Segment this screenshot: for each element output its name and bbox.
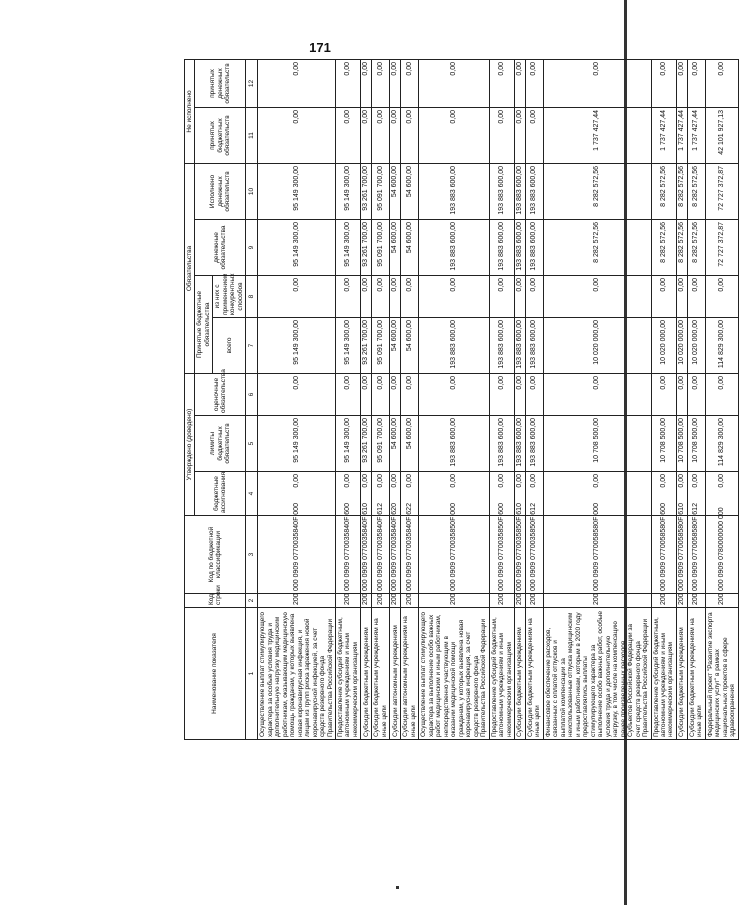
cell-name: Субсидии бюджетным учреждениям на иные цели — [526, 608, 544, 740]
cell-total: 193 883 600,00 — [489, 318, 514, 374]
cell-row-code: 200 — [543, 594, 651, 608]
cell-obligation-limits: 193 883 600,00 — [419, 416, 489, 472]
cell-obligation-limits: 193 883 600,00 — [514, 416, 525, 472]
cell-unexec-budget: 1 737 427,44 — [676, 107, 687, 163]
cell-budget-code: 000 0909 0770058580F 000 — [543, 516, 651, 594]
header-approved: Утверждено (доведено) — [185, 374, 195, 516]
cell-unexec-monetary: 0,00 — [401, 59, 419, 107]
cell-obligation-limits: 10 708 500,00 — [687, 416, 705, 472]
cell-unexec-monetary: 0,00 — [361, 59, 372, 107]
cell-budget-allocations: 0,00 — [335, 472, 360, 516]
cell-competitive: 0,00 — [372, 276, 390, 318]
header-name: Наименование показателя — [185, 608, 246, 740]
cell-unexec-budget: 1 737 427,44 — [543, 107, 651, 163]
cell-estimated-obligations: 0,00 — [372, 374, 390, 416]
cell-budget-allocations: 0,00 — [390, 472, 401, 516]
cell-budget-allocations: 0,00 — [489, 472, 514, 516]
table-row — [687, 59, 705, 739]
cell-competitive: 0,00 — [258, 276, 336, 318]
cell-budget-allocations: 0,00 — [687, 472, 705, 516]
header-accepted-budget-obligations: Принятые бюджетные обязательства — [195, 276, 213, 374]
cell-name: Субсидии бюджетным учреждениям — [676, 608, 687, 740]
cell-estimated-obligations: 0,00 — [401, 374, 419, 416]
cell-competitive: 0,00 — [419, 276, 489, 318]
cell-monetary-obligations: 193 883 600,00 — [526, 220, 544, 276]
cell-budget-code: 000 0909 0770035840F 610 — [361, 516, 372, 594]
cell-executed-monetary: 8 282 572,56 — [687, 163, 705, 219]
cell-budget-code: 000 0909 0770035840F 600 — [335, 516, 360, 594]
cell-executed-monetary: 54 600,00 — [401, 163, 419, 219]
cell-unexec-budget: 0,00 — [390, 107, 401, 163]
cell-row-code: 200 — [526, 594, 544, 608]
cell-row-code: 200 — [372, 594, 390, 608]
cell-total: 10 020 000,00 — [687, 318, 705, 374]
cell-unexec-budget: 0,00 — [419, 107, 489, 163]
cell-row-code: 200 — [335, 594, 360, 608]
cell-unexec-budget: 0,00 — [489, 107, 514, 163]
column-index-cell: 1 — [246, 608, 258, 740]
cell-obligation-limits: 114 829 300,00 — [705, 416, 738, 472]
cell-unexec-budget: 0,00 — [526, 107, 544, 163]
cell-unexec-monetary: 0,00 — [526, 59, 544, 107]
cell-row-code: 200 — [258, 594, 336, 608]
cell-row-code: 200 — [687, 594, 705, 608]
column-index-row — [246, 59, 258, 739]
cell-executed-monetary: 95 149 300,00 — [335, 163, 360, 219]
cell-unexec-monetary: 0,00 — [390, 59, 401, 107]
cell-executed-monetary: 8 282 572,56 — [676, 163, 687, 219]
cell-unexec-budget: 1 737 427,44 — [651, 107, 676, 163]
cell-estimated-obligations: 0,00 — [514, 374, 525, 416]
header-budget-code: Код по бюджетной классификации — [185, 516, 246, 594]
cell-monetary-obligations: 8 282 572,56 — [676, 220, 687, 276]
cell-budget-allocations: 0,00 — [361, 472, 372, 516]
header-unexec-budget: принятых бюджетных обязательств — [195, 107, 246, 163]
header-row-code: Код строки — [185, 594, 246, 608]
cell-total: 93 261 700,00 — [361, 318, 372, 374]
cell-estimated-obligations: 0,00 — [687, 374, 705, 416]
cell-budget-allocations: 0,00 — [705, 472, 738, 516]
cell-obligation-limits: 95 149 300,00 — [258, 416, 336, 472]
cell-total: 10 020 000,00 — [543, 318, 651, 374]
cell-obligation-limits: 93 261 700,00 — [361, 416, 372, 472]
cell-name: Федеральный проект "Развитие экспорта медицинских услуг" в рамках национальных проектов в сфере здравоохранения — [705, 608, 738, 740]
cell-unexec-budget: 0,00 — [372, 107, 390, 163]
header-monetary-obligations: денежные обязательства — [195, 220, 246, 276]
cell-executed-monetary: 54 600,00 — [390, 163, 401, 219]
cell-obligation-limits: 193 883 600,00 — [489, 416, 514, 472]
cell-monetary-obligations: 193 883 600,00 — [489, 220, 514, 276]
cell-budget-allocations: 0,00 — [401, 472, 419, 516]
cell-name: Субсидии бюджетным учреждениям на иные цели — [372, 608, 390, 740]
cell-obligation-limits: 95 091 700,00 — [372, 416, 390, 472]
cell-obligation-limits: 95 149 300,00 — [335, 416, 360, 472]
cell-unexec-budget: 0,00 — [258, 107, 336, 163]
cell-budget-code: 000 0909 0770035840F 622 — [401, 516, 419, 594]
cell-row-code: 200 — [390, 594, 401, 608]
cell-row-code: 200 — [705, 594, 738, 608]
header-competitive: из них с применением конкурентных способов — [213, 276, 246, 318]
cell-monetary-obligations: 72 727 372,87 — [705, 220, 738, 276]
cell-total: 114 829 300,00 — [705, 318, 738, 374]
cell-budget-code: 000 0909 0770058580F 612 — [687, 516, 705, 594]
cell-estimated-obligations: 0,00 — [361, 374, 372, 416]
cell-name: Предоставление субсидий бюджетным, автономным учреждениям и иным некоммерческим организациям — [651, 608, 676, 740]
cell-estimated-obligations: 0,00 — [676, 374, 687, 416]
cell-name: Предоставление субсидий бюджетным, автономным учреждениям и иным некоммерческим организациям — [335, 608, 360, 740]
cell-row-code: 200 — [361, 594, 372, 608]
cell-name: Субсидии бюджетным учреждениям на иные цели — [687, 608, 705, 740]
cell-monetary-obligations: 95 149 300,00 — [335, 220, 360, 276]
cell-competitive: 0,00 — [687, 276, 705, 318]
header-budget-allocations: бюджетные ассигнования — [195, 472, 246, 516]
header-estimated-obligations: оценочные обязательства — [195, 374, 246, 416]
cell-budget-allocations: 0,00 — [419, 472, 489, 516]
header-unexecuted: Не исполнено — [185, 59, 195, 163]
cell-unexec-monetary: 0,00 — [335, 59, 360, 107]
cell-unexec-monetary: 0,00 — [543, 59, 651, 107]
rotated-table-frame — [184, 60, 737, 740]
cell-competitive: 0,00 — [489, 276, 514, 318]
column-index-cell: 11 — [246, 107, 258, 163]
cell-budget-code: 000 0909 0770035840F 620 — [390, 516, 401, 594]
table-row — [489, 59, 514, 739]
column-index-cell: 8 — [246, 276, 258, 318]
cell-monetary-obligations: 54 600,00 — [401, 220, 419, 276]
cell-name: Субсидии автономным учреждениям на иные цели — [401, 608, 419, 740]
column-index-cell: 7 — [246, 318, 258, 374]
cell-executed-monetary: 193 883 600,00 — [419, 163, 489, 219]
cell-name: Финансовое обеспечение расходов, связанных с оплатой отпусков и выплатой компенсации за неиспользованные отпуска медицинским и иным работникам, которым в 2020 году предоставлялись выплаты стимулирующего характера за выполнение особо важных работ, особые условия труда и дополнительную нагрузку, в том числе на компенсацию ранее произведенных расходов Субъектов Российской Федерации за счет средств резервного фонда Правительства Российской Федерации — [543, 608, 651, 740]
cell-name: Осуществление выплат стимулирующего характера за выполнение особо важных работ медицинским и иным работникам, непосредственно участвующим в оказании медицинской помощи гражданам, у которых выявлена новая коронавирусная инфекция, за счет средств резервного фонда Правительства Российской Федерации — [419, 608, 489, 740]
table-row — [401, 59, 419, 739]
page-number: 171 — [309, 40, 331, 55]
cell-estimated-obligations: 0,00 — [335, 374, 360, 416]
cell-total: 193 883 600,00 — [514, 318, 525, 374]
cell-budget-code: 000 0909 0780000000 000 — [705, 516, 738, 594]
cell-competitive: 0,00 — [676, 276, 687, 318]
cell-row-code: 200 — [514, 594, 525, 608]
header-obligations: Обязательства — [185, 163, 195, 373]
table-row — [526, 59, 544, 739]
table-row — [705, 59, 738, 739]
cell-total: 10 020 000,00 — [651, 318, 676, 374]
cell-estimated-obligations: 0,00 — [489, 374, 514, 416]
cell-total: 54 600,00 — [401, 318, 419, 374]
column-index-cell: 2 — [246, 594, 258, 608]
cell-monetary-obligations: 93 261 700,00 — [361, 220, 372, 276]
cell-monetary-obligations: 95 149 300,00 — [258, 220, 336, 276]
cell-budget-allocations: 0,00 — [514, 472, 525, 516]
cell-budget-code: 000 0909 0770058580F 600 — [651, 516, 676, 594]
cell-unexec-monetary: 0,00 — [258, 59, 336, 107]
cell-total: 95 149 300,00 — [258, 318, 336, 374]
cell-budget-code: 000 0909 0770035850F 600 — [489, 516, 514, 594]
cell-row-code: 200 — [651, 594, 676, 608]
cell-total: 54 600,00 — [390, 318, 401, 374]
cell-unexec-monetary: 0,00 — [419, 59, 489, 107]
cell-unexec-monetary: 0,00 — [514, 59, 525, 107]
cell-budget-code: 000 0909 0770035840F 000 — [258, 516, 336, 594]
scan-speck — [396, 886, 399, 889]
cell-row-code: 200 — [419, 594, 489, 608]
cell-monetary-obligations: 54 600,00 — [390, 220, 401, 276]
cell-executed-monetary: 95 149 300,00 — [258, 163, 336, 219]
cell-competitive: 0,00 — [401, 276, 419, 318]
column-index-cell: 10 — [246, 163, 258, 219]
cell-row-code: 200 — [401, 594, 419, 608]
cell-budget-code: 000 0909 0770035850F 610 — [514, 516, 525, 594]
table-row — [372, 59, 390, 739]
cell-unexec-monetary: 0,00 — [705, 59, 738, 107]
cell-unexec-monetary: 0,00 — [489, 59, 514, 107]
cell-competitive: 0,00 — [543, 276, 651, 318]
cell-executed-monetary: 72 727 372,87 — [705, 163, 738, 219]
cell-name: Субсидии бюджетным учреждениям — [514, 608, 525, 740]
cell-executed-monetary: 193 883 600,00 — [526, 163, 544, 219]
cell-competitive: 0,00 — [390, 276, 401, 318]
cell-obligation-limits: 10 708 500,00 — [651, 416, 676, 472]
cell-unexec-budget: 0,00 — [361, 107, 372, 163]
cell-competitive: 0,00 — [526, 276, 544, 318]
cell-budget-allocations: 0,00 — [372, 472, 390, 516]
table-row — [419, 59, 489, 739]
cell-budget-allocations: 0,00 — [651, 472, 676, 516]
column-index-cell: 12 — [246, 59, 258, 107]
cell-monetary-obligations: 8 282 572,56 — [543, 220, 651, 276]
cell-name: Субсидии автономным учреждениям — [390, 608, 401, 740]
cell-total: 193 883 600,00 — [526, 318, 544, 374]
budget-execution-table — [184, 59, 739, 740]
cell-estimated-obligations: 0,00 — [651, 374, 676, 416]
cell-budget-allocations: 0,00 — [543, 472, 651, 516]
cell-obligation-limits: 10 708 500,00 — [676, 416, 687, 472]
cell-budget-code: 000 0909 0770035850F 612 — [526, 516, 544, 594]
cell-monetary-obligations: 95 091 700,00 — [372, 220, 390, 276]
cell-unexec-budget: 42 101 927,13 — [705, 107, 738, 163]
cell-budget-code: 000 0909 0770035840F 612 — [372, 516, 390, 594]
cell-name: Осуществление выплат стимулирующего характера за особые условия труда и дополнительную нагрузку медицинским работникам, оказывающим медицинскую помощь гражданам, у которых выявлена новая коронавирусная инфекция, и лицам из групп риска заражения новой коронавирусной инфекцией, за счет средств резервного фонда Правительства Российской Федерации — [258, 608, 336, 740]
cell-competitive: 0,00 — [651, 276, 676, 318]
cell-unexec-monetary: 0,00 — [676, 59, 687, 107]
cell-estimated-obligations: 0,00 — [390, 374, 401, 416]
cell-competitive: 0,00 — [335, 276, 360, 318]
table-row — [651, 59, 676, 739]
cell-competitive: 0,00 — [705, 276, 738, 318]
cell-name: Предоставление субсидий бюджетным, автономным учреждениям и иным некоммерческим организациям — [489, 608, 514, 740]
cell-unexec-budget: 1 737 427,44 — [687, 107, 705, 163]
cell-obligation-limits: 10 708 500,00 — [543, 416, 651, 472]
cell-total: 95 149 300,00 — [335, 318, 360, 374]
table-body — [258, 59, 739, 739]
cell-unexec-monetary: 0,00 — [651, 59, 676, 107]
cell-estimated-obligations: 0,00 — [258, 374, 336, 416]
header-unexec-monetary: принятых денежных обязательств — [195, 59, 246, 107]
table-row — [258, 59, 336, 739]
column-index-cell: 3 — [246, 516, 258, 594]
cell-estimated-obligations: 0,00 — [705, 374, 738, 416]
column-index-cell: 4 — [246, 472, 258, 516]
cell-executed-monetary: 95 091 700,00 — [372, 163, 390, 219]
cell-unexec-budget: 0,00 — [401, 107, 419, 163]
cell-total: 193 883 600,00 — [419, 318, 489, 374]
cell-budget-allocations: 0,00 — [676, 472, 687, 516]
cell-budget-allocations: 0,00 — [526, 472, 544, 516]
cell-name: Субсидии бюджетным учреждениям — [361, 608, 372, 740]
table-row — [676, 59, 687, 739]
cell-obligation-limits: 54 600,00 — [401, 416, 419, 472]
cell-executed-monetary: 193 883 600,00 — [514, 163, 525, 219]
cell-monetary-obligations: 8 282 572,56 — [651, 220, 676, 276]
column-index-cell: 5 — [246, 416, 258, 472]
header-executed-monetary: Исполнено денежных обязательств — [195, 163, 246, 219]
cell-obligation-limits: 54 600,00 — [390, 416, 401, 472]
cell-row-code: 200 — [489, 594, 514, 608]
table-row — [335, 59, 360, 739]
table-row — [543, 59, 651, 739]
header-obligation-limits: лимиты бюджетных обязательств — [195, 416, 246, 472]
cell-unexec-monetary: 0,00 — [687, 59, 705, 107]
cell-unexec-monetary: 0,00 — [372, 59, 390, 107]
cell-obligation-limits: 193 883 600,00 — [526, 416, 544, 472]
cell-budget-allocations: 0,00 — [258, 472, 336, 516]
cell-monetary-obligations: 8 282 572,56 — [687, 220, 705, 276]
cell-total: 10 020 000,00 — [676, 318, 687, 374]
cell-total: 95 091 700,00 — [372, 318, 390, 374]
cell-unexec-budget: 0,00 — [335, 107, 360, 163]
cell-estimated-obligations: 0,00 — [526, 374, 544, 416]
cell-monetary-obligations: 193 883 600,00 — [419, 220, 489, 276]
header-total: всего — [213, 318, 246, 374]
cell-monetary-obligations: 193 883 600,00 — [514, 220, 525, 276]
cell-executed-monetary: 8 282 572,56 — [543, 163, 651, 219]
cell-budget-code: 000 0909 0770058580F 610 — [676, 516, 687, 594]
cell-row-code: 200 — [676, 594, 687, 608]
cell-unexec-budget: 0,00 — [514, 107, 525, 163]
cell-budget-code: 000 0909 0770035850F 000 — [419, 516, 489, 594]
cell-estimated-obligations: 0,00 — [543, 374, 651, 416]
column-index-cell: 9 — [246, 220, 258, 276]
table-row — [390, 59, 401, 739]
cell-executed-monetary: 193 883 600,00 — [489, 163, 514, 219]
table-row — [361, 59, 372, 739]
cell-executed-monetary: 8 282 572,56 — [651, 163, 676, 219]
cell-competitive: 0,00 — [361, 276, 372, 318]
table-row — [514, 59, 525, 739]
column-index-cell: 6 — [246, 374, 258, 416]
cell-estimated-obligations: 0,00 — [419, 374, 489, 416]
cell-executed-monetary: 93 261 700,00 — [361, 163, 372, 219]
cell-competitive: 0,00 — [514, 276, 525, 318]
